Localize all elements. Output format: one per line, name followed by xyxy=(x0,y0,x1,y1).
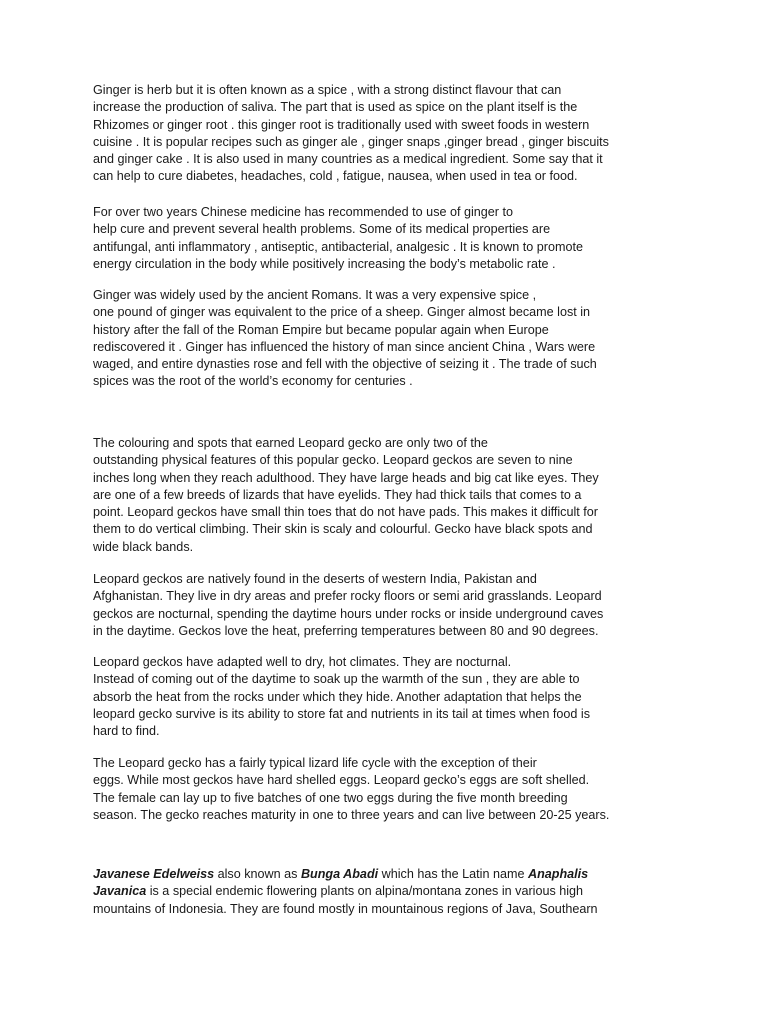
paragraph-ginger-medicine: For over two years Chinese medicine has recommended to use of ginger to help cure and prevent several health problems. Some of its medical properties are antifungal, anti inflammatory , antiseptic, antibacterial, analgesic . It is known to promote energy circulation in the body while positively increasing the body’s metabolic rate . xyxy=(93,205,584,271)
term-anaphalis-javanica: Anaphalis Javanica xyxy=(93,867,589,899)
edelweiss-text-3: is a special endemic flowering plants on alpina/montana zones in various high mountains of Indonesia. They are found mostly in mountainous regions of Java, Southearn xyxy=(93,884,598,916)
term-bunga-abadi: Bunga Abadi xyxy=(300,867,379,881)
paragraph-gecko-habitat: Leopard geckos are natively found in the deserts of western India, Pakistan and Afghanistan. They live in dry areas and prefer rocky floors or semi arid grasslands. Leopard geckos are nocturnal, spending the daytime hours under rocks or inside underground caves in the daytime. Geckos love the heat, preferring temperatures between 80 and 90 degrees. xyxy=(93,572,604,638)
edelweiss-text-2: which has the Latin name xyxy=(378,867,528,881)
paragraph-edelweiss xyxy=(93,866,693,918)
paragraph-ginger-history: Ginger was widely used by the ancient Romans. It was a very expensive spice , one pound of ginger was equivalent to the price of a sheep. Ginger almost became lost in history after the fall of the Roman Empire but became popular again when Europe rediscovered it . Ginger has influenced the history of man since ancient China , Wars were waged, and entire dynasties rose and fell with the objective of seizing it . The trade of such spices was the root of the world’s economy for centuries . xyxy=(93,288,597,389)
paragraph-gecko-lifecycle: The Leopard gecko has a fairly typical lizard life cycle with the exception of their eggs. While most geckos have hard shelled eggs. Leopard gecko’s eggs are soft shelled. The female can lay up to five batches of one two eggs during the five month breeding season. The gecko reaches maturity in one to three years and can live between 20-25 years. xyxy=(93,756,610,822)
term-javanese-edelweiss: Javanese Edelweiss xyxy=(93,867,215,881)
paragraph-ginger-intro: Ginger is herb but it is often known as a spice , with a strong distinct flavour that can increase the production of saliva. The part that is used as spice on the plant itself is the Rhizomes or ginger root . this ginger root is traditionally used with sweet foods in western cuisine . It is popular recipes such as ginger ale , ginger snaps ,ginger bread , ginger biscuits and ginger cake . It is also used in many countries as a medical ingredient. Some say that it can help to cure diabetes, headaches, cold , fatigue, nausea, when used in tea or food. xyxy=(93,83,609,184)
paragraph-gecko-features: The colouring and spots that earned Leopard gecko are only two of the outstanding physical features of this popular gecko. Leopard geckos are seven to nine inches long when they reach adulthood. They have large heads and big cat like eyes. They are one of a few breeds of lizards that have eyelids. They had thick tails that comes to a point. Leopard geckos have small thin toes that do not have pads. This makes it difficult for them to do vertical climbing. Their skin is scaly and colourful. Gecko have black spots and wide black bands. xyxy=(93,436,599,554)
paragraph-gecko-adaptation: Leopard geckos have adapted well to dry, hot climates. They are nocturnal. Instead of coming out of the daytime to soak up the warmth of the sun , they are able to absorb the heat from the rocks under which they hide. Another adaptation that helps the leopard gecko survive is its ability to store fat and nutrients in its tail at times when food is hard to find. xyxy=(93,655,590,739)
edelweiss-text-1: also known as xyxy=(214,867,301,881)
